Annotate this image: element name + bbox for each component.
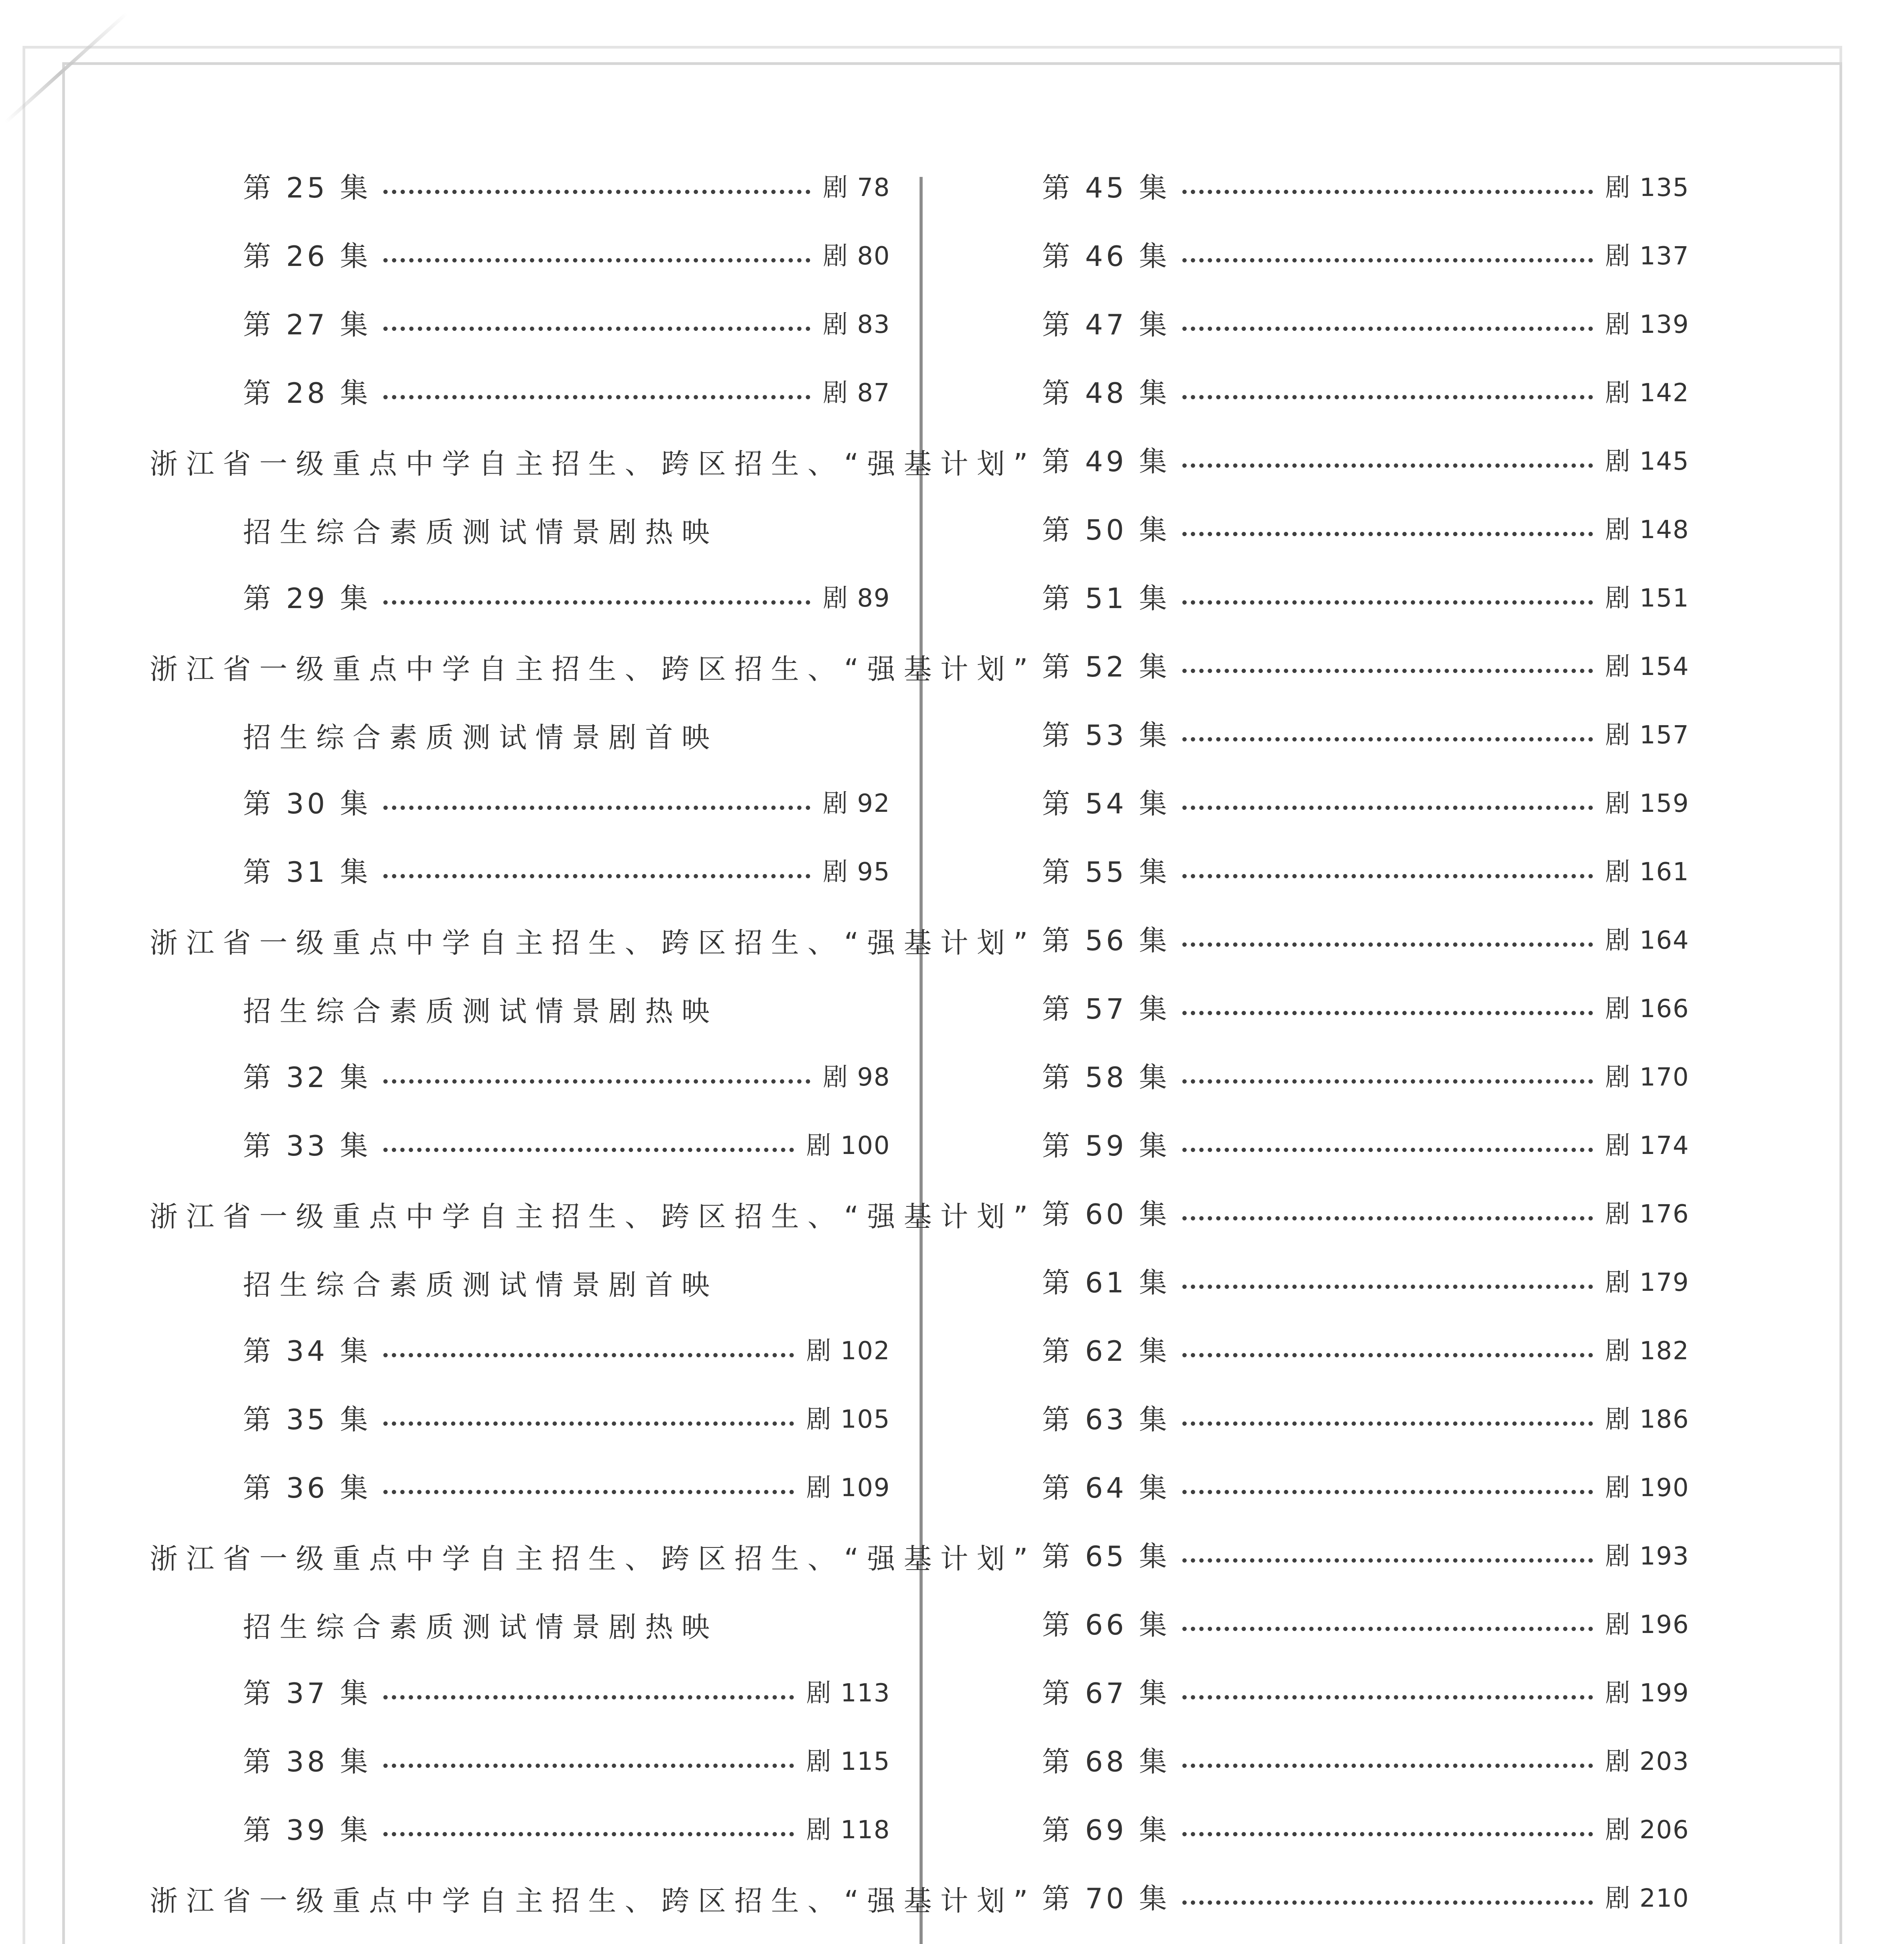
episode-label: 第 27 集 [243, 308, 371, 341]
section-heading: 浙江省一级重点中学自主招生、跨区招生、“强基计划” [150, 927, 1037, 959]
dot-leader [1182, 190, 1593, 194]
page-reference: 剧 137 [1605, 242, 1689, 271]
toc-entry[interactable] [243, 838, 890, 906]
episode-label: 第 38 集 [243, 1745, 371, 1778]
toc-entry[interactable] [1042, 1864, 1689, 1933]
dot-leader [1182, 1353, 1593, 1357]
page-reference: 剧 135 [1605, 173, 1689, 202]
page-reference: 剧 145 [1605, 447, 1689, 476]
dot-leader [383, 1353, 794, 1357]
episode-label: 第 28 集 [243, 377, 371, 409]
page-reference: 剧 148 [1605, 516, 1689, 544]
episode-label: 第 30 集 [243, 787, 371, 820]
episode-label: 第 33 集 [243, 1129, 371, 1162]
toc-entry[interactable] [243, 1659, 890, 1727]
page-reference: 剧 170 [1605, 1063, 1689, 1092]
page-reference: 剧 102 [806, 1337, 890, 1365]
episode-label: 第 60 集 [1042, 1198, 1170, 1231]
episode-label: 第 68 集 [1042, 1745, 1170, 1778]
section-heading: 浙江省一级重点中学自主招生、跨区招生、“强基计划” [150, 1200, 1037, 1233]
toc-entry[interactable] [1042, 1933, 1689, 1944]
page-reference: 剧 164 [1605, 926, 1689, 955]
toc-entry[interactable] [1042, 906, 1689, 975]
episode-label: 第 34 集 [243, 1335, 371, 1367]
page-reference: 剧 166 [1605, 995, 1689, 1023]
dot-leader [1182, 600, 1593, 605]
toc-entry[interactable] [1042, 701, 1689, 769]
episode-label: 第 32 集 [243, 1061, 371, 1094]
page-reference: 剧 83 [823, 310, 890, 339]
episode-label: 第 62 集 [1042, 1335, 1170, 1367]
toc-entry[interactable] [1042, 222, 1689, 290]
section-subheading: 招生综合素质测试情景剧热映 [243, 1611, 719, 1643]
section-subheading: 招生综合素质测试情景剧热映 [243, 516, 719, 549]
dot-leader [383, 1764, 794, 1768]
dot-leader [1182, 806, 1593, 810]
toc-entry[interactable] [243, 1727, 890, 1796]
episode-label: 第 36 集 [243, 1472, 371, 1504]
page-reference: 剧 113 [806, 1679, 890, 1708]
toc-entry[interactable] [243, 1043, 890, 1112]
episode-label: 第 67 集 [1042, 1677, 1170, 1710]
episode-label: 第 49 集 [1042, 445, 1170, 478]
toc-entry[interactable] [243, 359, 890, 427]
toc-entry[interactable] [243, 222, 890, 290]
toc-entry[interactable] [243, 1317, 890, 1385]
dot-leader [1182, 258, 1593, 262]
dot-leader [1182, 1764, 1593, 1768]
section-heading: 浙江省一级重点中学自主招生、跨区招生、“强基计划” [150, 448, 1037, 480]
toc-entry[interactable] [1042, 769, 1689, 838]
page-reference: 剧 95 [823, 858, 890, 886]
page-reference: 剧 206 [1605, 1816, 1689, 1844]
dot-leader [1182, 1148, 1593, 1152]
toc-entry[interactable] [1042, 1796, 1689, 1864]
section-heading: 浙江省一级重点中学自主招生、跨区招生、“强基计划” [150, 653, 1037, 685]
episode-label: 第 56 集 [1042, 924, 1170, 957]
page-reference: 剧 100 [806, 1131, 890, 1160]
page-reference: 剧 118 [806, 1816, 890, 1844]
dot-leader [383, 600, 810, 605]
episode-label: 第 61 集 [1042, 1266, 1170, 1299]
dot-leader [1182, 1490, 1593, 1494]
dot-leader [1182, 1421, 1593, 1426]
page-reference: 剧 182 [1605, 1337, 1689, 1365]
toc-entry[interactable] [1042, 359, 1689, 427]
toc-entry[interactable] [243, 1454, 890, 1522]
toc-entry[interactable] [1042, 1659, 1689, 1727]
episode-label: 第 65 集 [1042, 1540, 1170, 1573]
episode-label: 第 47 集 [1042, 308, 1170, 341]
dot-leader [383, 1832, 794, 1836]
episode-label: 第 52 集 [1042, 650, 1170, 683]
episode-label: 第 64 集 [1042, 1472, 1170, 1504]
page-reference: 剧 199 [1605, 1679, 1689, 1708]
dot-leader [383, 1148, 794, 1152]
dot-leader [383, 327, 810, 331]
page-reference: 剧 154 [1605, 652, 1689, 681]
page-reference: 剧 161 [1605, 858, 1689, 886]
episode-label: 第 50 集 [1042, 514, 1170, 546]
page-reference: 剧 193 [1605, 1542, 1689, 1571]
episode-label: 第 37 集 [243, 1677, 371, 1710]
dot-leader [383, 874, 810, 878]
section-subheading: 招生综合素质测试情景剧热映 [243, 995, 719, 1028]
episode-label: 第 66 集 [1042, 1608, 1170, 1641]
episode-label: 第 54 集 [1042, 787, 1170, 820]
dot-leader [1182, 1285, 1593, 1289]
page-reference: 剧 174 [1605, 1131, 1689, 1160]
episode-label: 第 51 集 [1042, 582, 1170, 615]
section-subheading [243, 1933, 718, 1944]
page-reference: 剧 157 [1605, 721, 1689, 750]
episode-label: 第 35 集 [243, 1403, 371, 1436]
toc-entry[interactable] [243, 1112, 890, 1180]
page-reference: 剧 139 [1605, 310, 1689, 339]
toc-entry[interactable] [1042, 427, 1689, 496]
toc-entry[interactable] [243, 564, 890, 633]
toc-entry[interactable] [1042, 1112, 1689, 1180]
episode-label: 第 31 集 [243, 856, 371, 888]
episode-label: 第 29 集 [243, 582, 371, 615]
dot-leader [1182, 532, 1593, 536]
dot-leader [383, 258, 810, 262]
toc-entry[interactable] [1042, 975, 1689, 1043]
section-heading: 浙江省一级重点中学自主招生、跨区招生、“强基计划” [150, 1542, 1037, 1575]
dot-leader [1182, 942, 1593, 947]
toc-entry[interactable] [243, 769, 890, 838]
dot-leader [1182, 1695, 1593, 1699]
page-reference: 剧 115 [806, 1747, 890, 1776]
episode-label: 第 70 集 [1042, 1882, 1170, 1915]
page-reference: 剧 196 [1605, 1610, 1689, 1639]
episode-label: 第 53 集 [1042, 719, 1170, 752]
dot-leader [1182, 463, 1593, 468]
page-reference: 剧 186 [1605, 1405, 1689, 1434]
episode-label: 第 59 集 [1042, 1129, 1170, 1162]
dot-leader [1182, 1832, 1593, 1836]
toc-entry[interactable] [1042, 1043, 1689, 1112]
page-reference: 剧 109 [806, 1474, 890, 1502]
section-subheading: 招生综合素质测试情景剧首映 [243, 1269, 719, 1301]
episode-label: 第 63 集 [1042, 1403, 1170, 1436]
dot-leader [383, 395, 810, 399]
dot-leader [1182, 1900, 1593, 1905]
toc-entry[interactable] [1042, 1522, 1689, 1591]
dot-leader [383, 1490, 794, 1494]
page-reference: 剧 87 [823, 379, 890, 407]
toc-entry[interactable] [1042, 633, 1689, 701]
episode-label: 第 57 集 [1042, 993, 1170, 1025]
page-reference: 剧 210 [1605, 1884, 1689, 1913]
toc-entry[interactable] [243, 290, 890, 359]
dot-leader [383, 1421, 794, 1426]
toc-entry[interactable] [1042, 1385, 1689, 1454]
dot-leader [383, 806, 810, 810]
page-reference: 剧 190 [1605, 1474, 1689, 1502]
dot-leader [1182, 874, 1593, 878]
page-reference: 剧 80 [823, 242, 890, 271]
page-reference: 剧 176 [1605, 1200, 1689, 1229]
episode-label: 第 26 集 [243, 240, 371, 273]
dot-leader [1182, 1011, 1593, 1015]
episode-label: 第 39 集 [243, 1814, 371, 1846]
toc-entry[interactable] [1042, 496, 1689, 564]
episode-label: 第 25 集 [243, 171, 371, 204]
page-reference: 剧 92 [823, 789, 890, 818]
page-reference: 剧 179 [1605, 1268, 1689, 1297]
toc-entry[interactable] [1042, 1180, 1689, 1248]
dot-leader [1182, 395, 1593, 399]
page-reference: 剧 151 [1605, 584, 1689, 613]
toc-entry[interactable] [1042, 290, 1689, 359]
dot-leader [383, 1079, 810, 1084]
page-reference: 剧 105 [806, 1405, 890, 1434]
episode-label: 第 45 集 [1042, 171, 1170, 204]
dot-leader [1182, 737, 1593, 741]
episode-label: 第 46 集 [1042, 240, 1170, 273]
toc-entry[interactable] [1042, 1454, 1689, 1522]
toc-entry[interactable] [1042, 564, 1689, 633]
dot-leader [1182, 1627, 1593, 1631]
page-reference: 剧 98 [823, 1063, 890, 1092]
dot-leader [383, 1695, 794, 1699]
dot-leader [1182, 1558, 1593, 1563]
dot-leader [1182, 327, 1593, 331]
page-reference: 剧 89 [823, 584, 890, 613]
toc-entry[interactable] [1042, 1317, 1689, 1385]
toc-entry[interactable] [1042, 1727, 1689, 1796]
episode-label: 第 55 集 [1042, 856, 1170, 888]
dot-leader [1182, 1216, 1593, 1220]
episode-label: 第 58 集 [1042, 1061, 1170, 1094]
section-heading: 浙江省一级重点中学自主招生、跨区招生、“强基计划” [150, 1885, 1037, 1917]
episode-label: 第 48 集 [1042, 377, 1170, 409]
toc-entry[interactable] [243, 154, 890, 222]
page-reference: 剧 142 [1605, 379, 1689, 407]
dot-leader [1182, 1079, 1593, 1084]
episode-label: 第 69 集 [1042, 1814, 1170, 1846]
dot-leader [1182, 669, 1593, 673]
toc-entry[interactable] [1042, 1248, 1689, 1317]
toc-entry[interactable] [243, 1385, 890, 1454]
dot-leader [383, 190, 810, 194]
page-reference: 剧 159 [1605, 789, 1689, 818]
section-subheading: 招生综合素质测试情景剧首映 [243, 721, 719, 754]
toc-entry[interactable] [243, 1796, 890, 1864]
toc-entry[interactable] [1042, 154, 1689, 222]
toc-entry[interactable] [1042, 838, 1689, 906]
toc-entry[interactable] [1042, 1591, 1689, 1659]
page-reference: 剧 203 [1605, 1747, 1689, 1776]
page-reference: 剧 78 [823, 173, 890, 202]
